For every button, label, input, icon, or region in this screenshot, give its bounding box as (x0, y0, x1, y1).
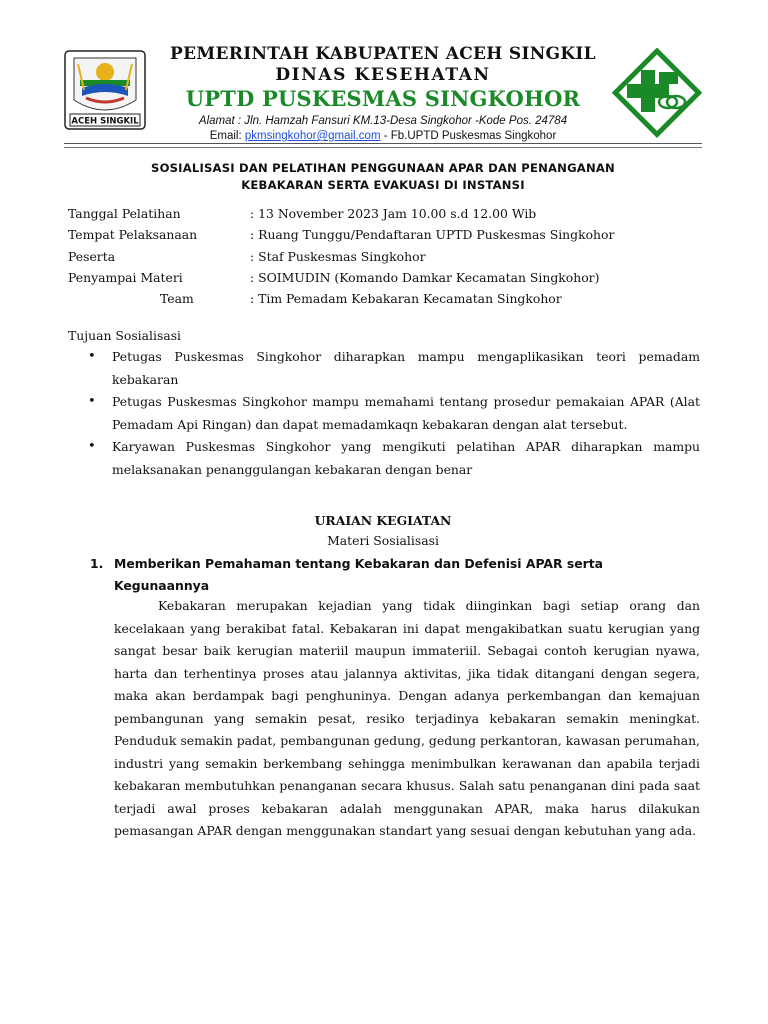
objectives-list (88, 346, 700, 481)
activity-heading: URAIAN KEGIATAN (314, 513, 452, 528)
detail-label: Tempat Pelaksanaan (68, 227, 198, 243)
letterhead-institution: UPTD PUSKESMAS SINGKOHOR (185, 86, 581, 111)
puskesmas-logo (612, 48, 702, 138)
letterhead-contact (148, 129, 618, 143)
list-item: • Petugas Puskesmas Singkohor mampu memahami tentang prosedur pemakaian APAR (Alat Pemadam Api Ringan) dan dapat memadamkaqn kebakaran dengan alat tersebut. (88, 391, 700, 436)
letterhead-rule-thick (64, 143, 702, 144)
detail-speaker (68, 267, 708, 288)
section-number: 1. (90, 556, 104, 571)
title-line-2: KEBAKARAN SERTA EVAKUASI DI INSTANSI (241, 178, 525, 192)
facebook-text: - Fb.UPTD Puskesmas Singkohor (380, 130, 557, 142)
objectives-heading: Tujuan Sosialisasi (68, 328, 182, 343)
list-item: • Karyawan Puskesmas Singkohor yang mengikuti pelatihan APAR diharapkan mampu melaksanakan penanggulangan kebakaran dengan benar (88, 436, 700, 481)
detail-date (68, 203, 708, 224)
title-line-1: SOSIALISASI DAN PELATIHAN PENGGUNAAN APAR DAN PENANGANAN (151, 161, 615, 175)
material-subheading: Materi Sosialisasi (327, 533, 439, 548)
letterhead-rule-thin (64, 147, 702, 148)
detail-label: Team (160, 291, 194, 307)
detail-value: : Tim Pemadam Kebakaran Kecamatan Singkohor (250, 291, 562, 307)
document-title (64, 160, 702, 194)
detail-value: : Staf Puskesmas Singkohor (250, 248, 426, 264)
letterhead-address: Alamat : Jln. Hamzah Fansuri KM.13-Desa Singkohor -Kode Pos. 24784 (198, 115, 568, 127)
detail-place (68, 224, 708, 245)
email-link[interactable]: pkmsingkohor@gmail.com (244, 130, 381, 142)
event-details (68, 203, 708, 309)
detail-team (68, 288, 708, 309)
detail-label: Tanggal Pelatihan (68, 206, 181, 221)
email-prefix: Email: (209, 130, 245, 142)
letterhead-government: PEMERINTAH KABUPATEN ACEH SINGKIL (170, 44, 596, 64)
detail-participants (68, 246, 708, 267)
aceh-singkil-logo (64, 50, 146, 130)
detail-value: : Ruang Tunggu/Pendaftaran UPTD Puskesmas Singkohor (250, 227, 615, 243)
detail-value: : 13 November 2023 Jam 10.00 s.d 12.00 Wib (250, 206, 537, 221)
section-title: Memberikan Pemahaman tentang Kebakaran dan Defenisi APAR serta Kegunaannya (114, 556, 604, 593)
list-item: • Petugas Puskesmas Singkohor diharapkan mampu mengaplikasikan teori pemadam kebakaran (88, 346, 700, 391)
section-paragraph: Kebakaran merupakan kejadian yang tidak diinginkan bagi setiap orang dan kecelakaan yang berakibat fatal. Kebakaran ini dapat mengakibatkan suatu kerugian yang sangat besar baik kerugian materiil maupun immateriil. Sebagai contoh kerugian nyawa, harta dan terhentinya proses atau jalannya aktivitas, jika tidak ditangani dengan segera, maka akan berdampak bagi penghuninya. Dengan adanya perkembangan dan kemajuan pembangunan yang semakin pesat, resiko terjadinya kebakaran semakin meningkat. Penduduk semakin padat, pembangunan gedung, gedung perkantoran, kawasan perumahan, industri yang semakin berkembang sehingga menimbulkan kerawanan dan apabila terjadi kebakaran membutuhkan penanganan secara khusus. Salah satu penanganan dini pada saat terjadi awal proses kebakaran adalah menggunakan APAR, maka harus dilakukan pemasangan APAR dengan menggunakan standart yang sesuai dengan kebutuhan yang ada. (114, 598, 700, 838)
logo-caption: ACEH SINGKIL (71, 116, 139, 127)
detail-value: : SOIMUDIN (Komando Damkar Kecamatan Singkohor) (250, 269, 600, 285)
detail-label: Peserta (68, 248, 116, 264)
letterhead-department: DINAS KESEHATAN (275, 65, 491, 85)
detail-label: Penyampai Materi (68, 269, 183, 285)
letterhead (148, 44, 618, 143)
